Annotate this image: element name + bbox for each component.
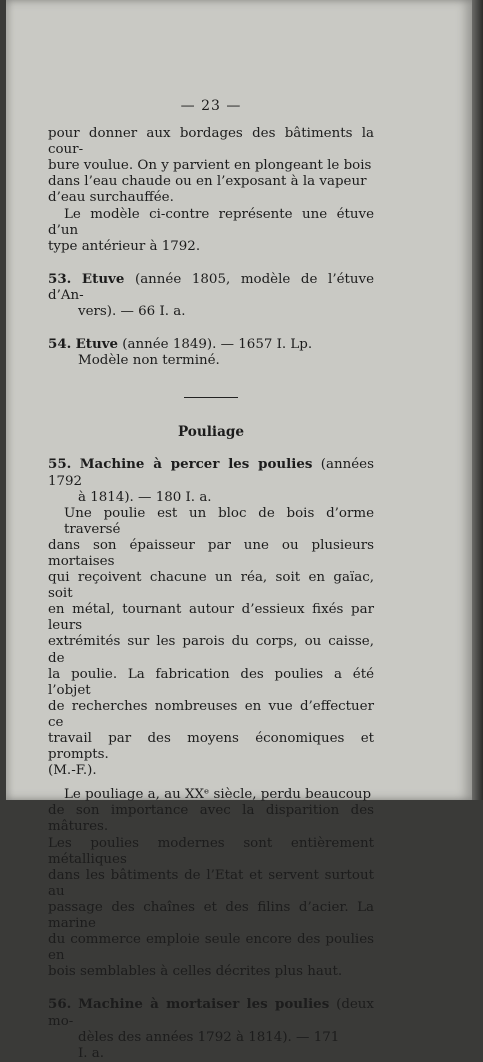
entry-title: Machine à percer les poulies (79, 456, 313, 473)
section-title: Pouliage (177, 424, 245, 441)
page-content (48, 98, 374, 1062)
entry-description: (année 1805, modèle de l’étuve d’An- (48, 271, 374, 303)
paragraph-line: de recherches nombreuses en vue d’effectuer ce (48, 698, 374, 730)
catalog-entry-56 (48, 996, 374, 1061)
entry-heading (48, 456, 374, 489)
paragraph-line: en métal, tournant autour d’essieux fixés par leurs (48, 602, 374, 634)
intro-paragraph (48, 126, 374, 255)
paragraph-line: qui reçoivent chacune un réa, soit en gaïac, soit (48, 570, 374, 602)
paragraph-line: passage des chaînes et des filins d’acier. La marine (48, 899, 374, 932)
book-page (6, 0, 472, 1061)
catalog-entry-54 (48, 336, 374, 369)
paragraph-line: de son importance avec la disparition des mâtures. (48, 803, 374, 835)
entry-continuation: Modèle non terminé. (78, 353, 220, 369)
intro-line: bure voulue. On y parvient en plongeant le bois (48, 158, 372, 174)
intro-line: type antérieur à 1792. (48, 238, 201, 254)
paragraph-line: Une poulie est un bloc de bois d’orme traversé (64, 505, 374, 537)
intro-line: pour donner aux bordages des bâtiments la cour- (48, 126, 374, 158)
entry-continuation: à 1814). — 180 I. a. (78, 489, 212, 505)
paragraph-line: Les poulies modernes sont entièrement métalliques (48, 835, 374, 867)
page-edge-shadow (472, 0, 483, 800)
paragraph-line: Le pouliage a, au XXᵉ siècle, perdu beaucoup (64, 787, 372, 803)
entry-number: 56. (48, 996, 72, 1013)
entry-heading (48, 996, 374, 1029)
paragraph-line: dans les bâtiments de l’Etat et servent surtout au (48, 867, 374, 899)
paragraph-line: la poulie. La fabrication des poulies a été l’objet (48, 666, 374, 698)
entry-continuation: vers). — 66 I. a. (78, 304, 186, 320)
paragraph-line: bois semblables à celles décrites plus haut. (48, 964, 343, 980)
entry-number: 54. (48, 336, 72, 353)
paragraph-line: du commerce emploie seule encore des poulies en (48, 932, 374, 964)
entry-number: 55. (48, 456, 72, 473)
entry-heading (48, 271, 374, 304)
entry-title: Etuve (81, 270, 125, 287)
catalog-entry-53 (48, 271, 374, 320)
description-paragraph-2 (48, 787, 374, 980)
entry-number: 53. (48, 270, 72, 287)
entry-description: (année 1849). — 1657 I. Lp. (118, 337, 313, 353)
description-paragraph-1 (48, 506, 374, 780)
paragraph-line: extrémités sur les parois du corps, ou caisse, de (48, 634, 374, 666)
entry-continuation: dèles des années 1792 à 1814). — 171 (78, 1029, 340, 1045)
page-number: — 23 — (180, 98, 242, 114)
paragraph-line: dans son épaisseur par une ou plusieurs mortaises (48, 537, 374, 569)
entry-continuation: I. a. (78, 1045, 105, 1061)
catalog-entry-55 (48, 456, 374, 980)
intro-line: Le modèle ci-contre représente une étuve d’un (48, 206, 374, 238)
entry-description: (deux mo- (48, 997, 374, 1029)
entry-description: (années 1792 (48, 457, 374, 489)
entry-heading (48, 336, 374, 353)
entry-title: Machine à mortaiser les poulies (78, 996, 330, 1013)
intro-line: d’eau surchauffée. (48, 190, 174, 206)
section-divider (184, 397, 238, 398)
intro-line: dans l’eau chaude ou en l’exposant à la vapeur (48, 174, 367, 190)
paragraph-line: (M.-F.). (48, 763, 97, 779)
entry-title: Etuve (75, 336, 118, 353)
paragraph-line: travail par des moyens économiques et prompts. (48, 731, 374, 763)
